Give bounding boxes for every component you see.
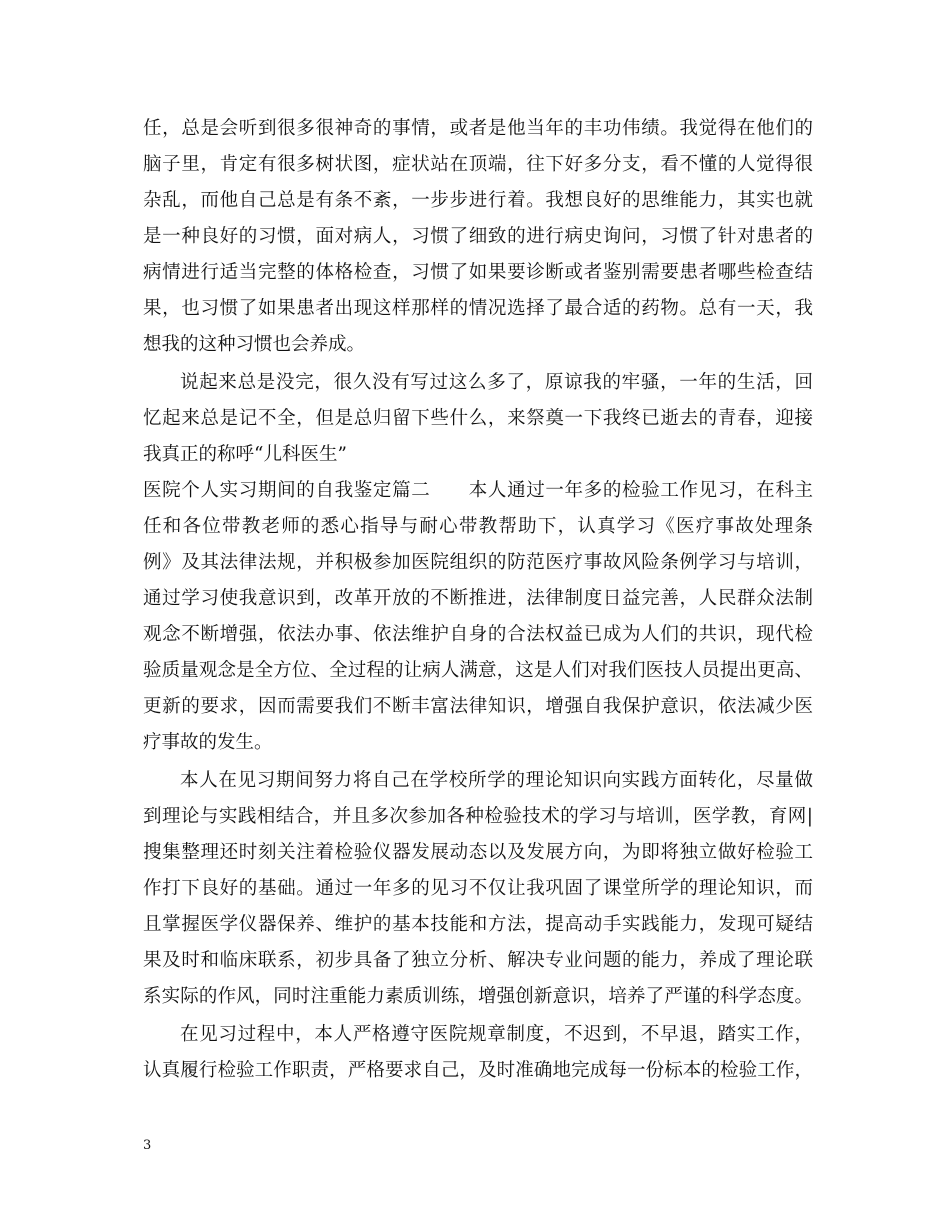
text-line: 例》及其法律法规，并积极参加医院组织的防范医疗事故风险条例学习与培训， — [143, 552, 813, 573]
text-line: 验质量观念是全方位、全过程的让病人满意，这是人们对我们医技人员提出更高、 — [143, 660, 813, 681]
text-line: 病情进行适当完整的体格检查，习惯了如果要诊断或者鉴别需要患者哪些检查结 — [143, 262, 813, 283]
paragraph-first-line: 在见习过程中，本人严格遵守医院规章制度，不迟到，不早退，踏实工作， — [180, 1024, 813, 1045]
text-line: 杂乱，而他自己总是有条不紊，一步步进行着。我想良好的思维能力，其实也就 — [143, 190, 813, 211]
text-line: 是一种良好的习惯，面对病人，习惯了细致的进行病史询问，习惯了针对患者的 — [143, 226, 813, 247]
text-line: 果及时和临床联系，初步具备了独立分析、解决专业问题的能力，养成了理论联 — [143, 950, 813, 971]
text-line: 我真正的称呼“儿科医生” — [143, 444, 347, 465]
text-line: 更新的要求，因而需要我们不断丰富法律知识，增强自我保护意识，依法减少医 — [143, 696, 813, 717]
text-line: 果，也习惯了如果患者出现这样那样的情况选择了最合适的药物。总有一天，我 — [143, 298, 813, 319]
text-line: 通过学习使我意识到，改革开放的不断推进，法律制度日益完善，人民群众法制 — [143, 588, 813, 609]
text-line: 系实际的作风，同时注重能力素质训练，增强创新意识，培养了严谨的科学态度。 — [143, 986, 813, 1007]
text-line: 想我的这种习惯也会养成。 — [143, 334, 366, 355]
text-line: 且掌握医学仪器保养、维护的基本技能和方法，提高动手实践能力，发现可疑结 — [143, 914, 813, 935]
text-line: 认真履行检验工作职责，严格要求自己，及时准确地完成每一份标本的检验工作， — [143, 1060, 813, 1081]
page-number: 3 — [143, 1138, 152, 1153]
text-line: 作打下良好的基础。通过一年多的见习不仅让我巩固了课堂所学的理论知识，而 — [143, 878, 813, 899]
text-line: 任，总是会听到很多很神奇的事情，或者是他当年的丰功伟绩。我觉得在他们的 — [143, 118, 813, 139]
paragraph-first-line: 说起来总是没完，很久没有写过这么多了，原谅我的牢骚，一年的生活，回 — [180, 372, 813, 393]
paragraph-first-line: 本人在见习期间努力将自己在学校所学的理论知识向实践方面转化，尽量做 — [180, 770, 813, 791]
text-line: 搜集整理还时刻关注着检验仪器发展动态以及发展方向，为即将独立做好检验工 — [143, 842, 813, 863]
section-heading-line: 医院个人实习期间的自我鉴定篇二 本人通过一年多的检验工作见习，在科主 — [143, 480, 813, 501]
text-line: 观念不断增强，依法办事、依法维护自身的合法权益已成为人们的共识，现代检 — [143, 624, 813, 645]
text-line: 到理论与实践相结合，并且多次参加各种检验技术的学习与培训，医学教，育网| — [143, 806, 813, 827]
text-line: 疗事故的发生。 — [143, 732, 273, 753]
text-line: 忆起来总是记不全，但是总归留下些什么，来祭奠一下我终已逝去的青春，迎接 — [143, 408, 813, 429]
text-line: 任和各位带教老师的悉心指导与耐心带教帮助下，认真学习《医疗事故处理条 — [143, 516, 813, 537]
text-line: 脑子里，肯定有很多树状图，症状站在顶端，往下好多分支，看不懂的人觉得很 — [143, 154, 813, 175]
